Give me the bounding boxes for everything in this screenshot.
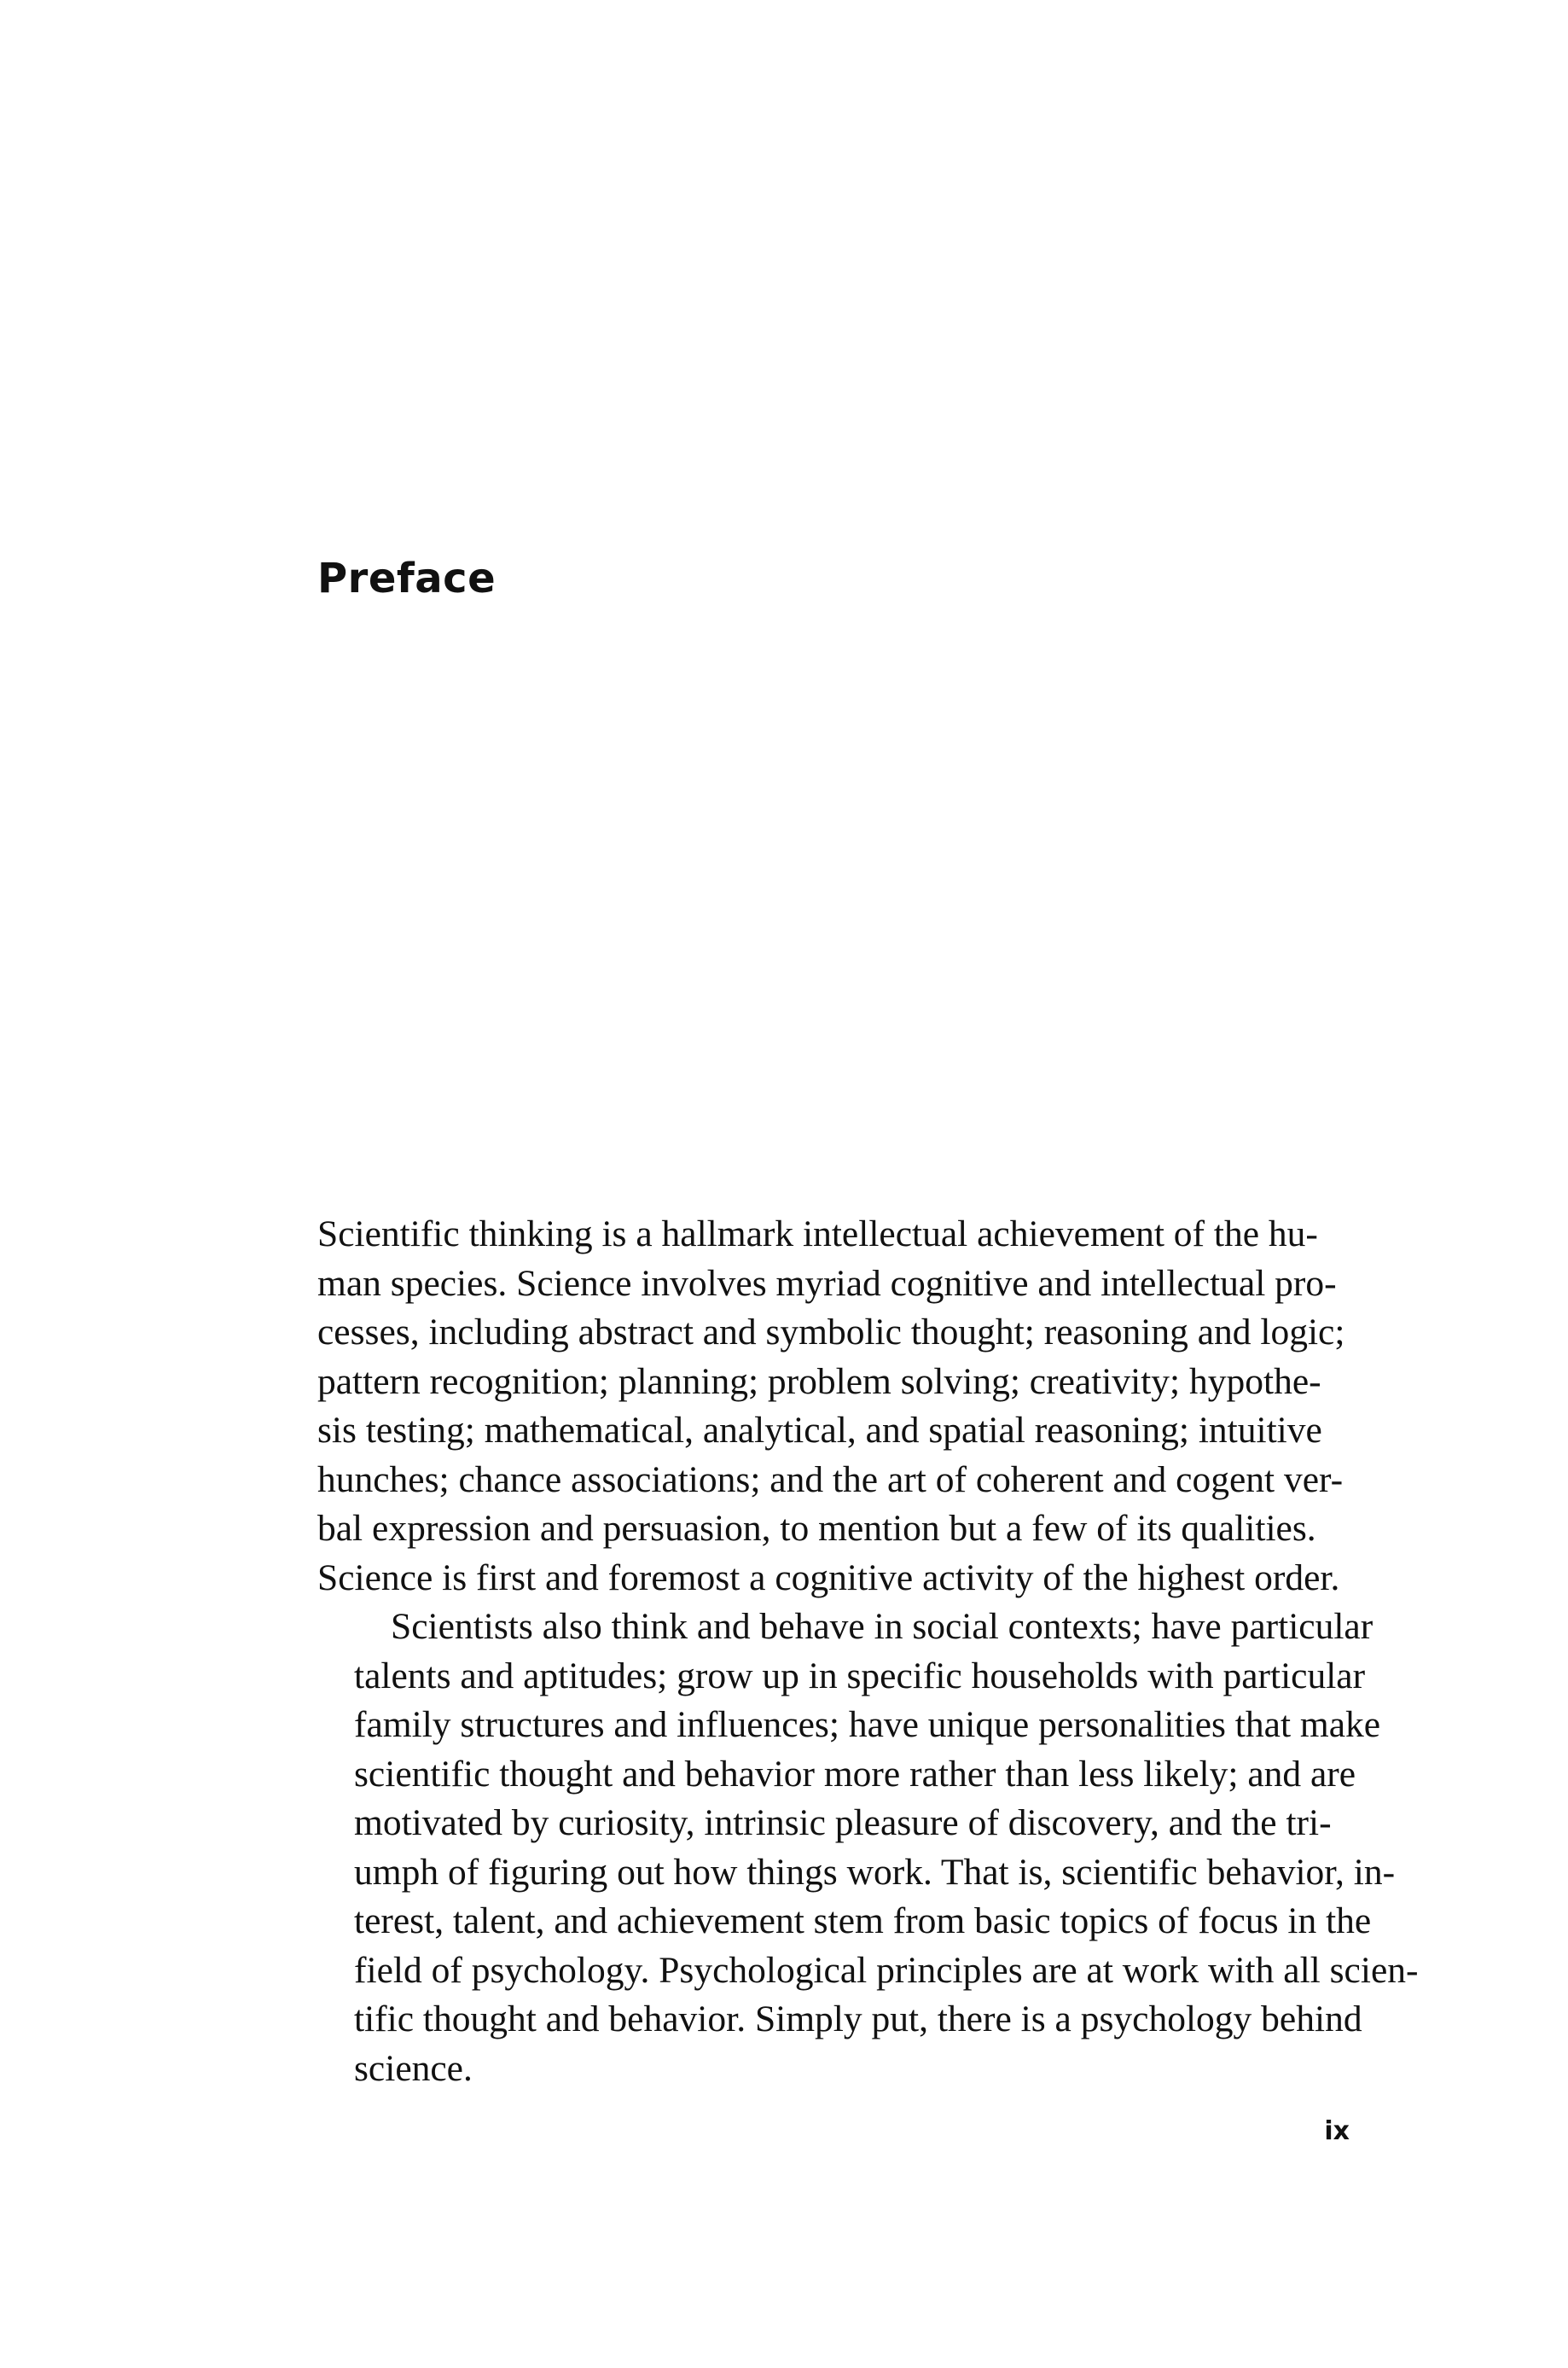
page-number: ix — [1324, 2116, 1350, 2146]
text-line: umph of figuring out how things work. That is, scientific behavior, in- — [354, 1851, 1396, 1893]
text-line: scientific thought and behavior more rather than less likely; and are — [354, 1753, 1356, 1795]
text-line: pattern recognition; planning; problem solving; creativity; hypothe- — [317, 1360, 1321, 1402]
text-line: family structures and influences; have unique personalities that make — [354, 1704, 1381, 1745]
paragraph-2 — [317, 1603, 1419, 2093]
text-line: hunches; chance associations; and the art of coherent and cogent ver- — [317, 1458, 1344, 1500]
text-line: cesses, including abstract and symbolic thought; reasoning and logic; — [317, 1312, 1345, 1353]
chapter-heading: Preface — [317, 555, 497, 602]
body-text — [317, 1210, 1419, 2093]
text-line: bal expression and persuasion, to mention but a few of its qualities. — [317, 1508, 1316, 1549]
text-line: talents and aptitudes; grow up in specific households with particular — [354, 1655, 1366, 1696]
text-line: Scientific thinking is a hallmark intellectual achievement of the hu- — [317, 1213, 1318, 1254]
text-line: field of psychology. Psychological principles are at work with all scien- — [354, 1949, 1419, 1991]
text-line: man species. Science involves myriad cognitive and intellectual pro- — [317, 1262, 1337, 1304]
text-line: Science is first and foremost a cognitive activity of the highest order. — [317, 1556, 1340, 1598]
paragraph-1 — [317, 1210, 1345, 1603]
text-line: sis testing; mathematical, analytical, and spatial reasoning; intuitive — [317, 1410, 1322, 1451]
text-line: science. — [354, 2047, 473, 2089]
text-line: terest, talent, and achievement stem from basic topics of focus in the — [354, 1900, 1372, 1941]
text-line: Scientists also think and behave in social contexts; have particular — [391, 1606, 1373, 1647]
text-line: motivated by curiosity, intrinsic pleasure of discovery, and the tri- — [354, 1802, 1332, 1843]
text-line: tific thought and behavior. Simply put, there is a psychology behind — [354, 1999, 1362, 2039]
